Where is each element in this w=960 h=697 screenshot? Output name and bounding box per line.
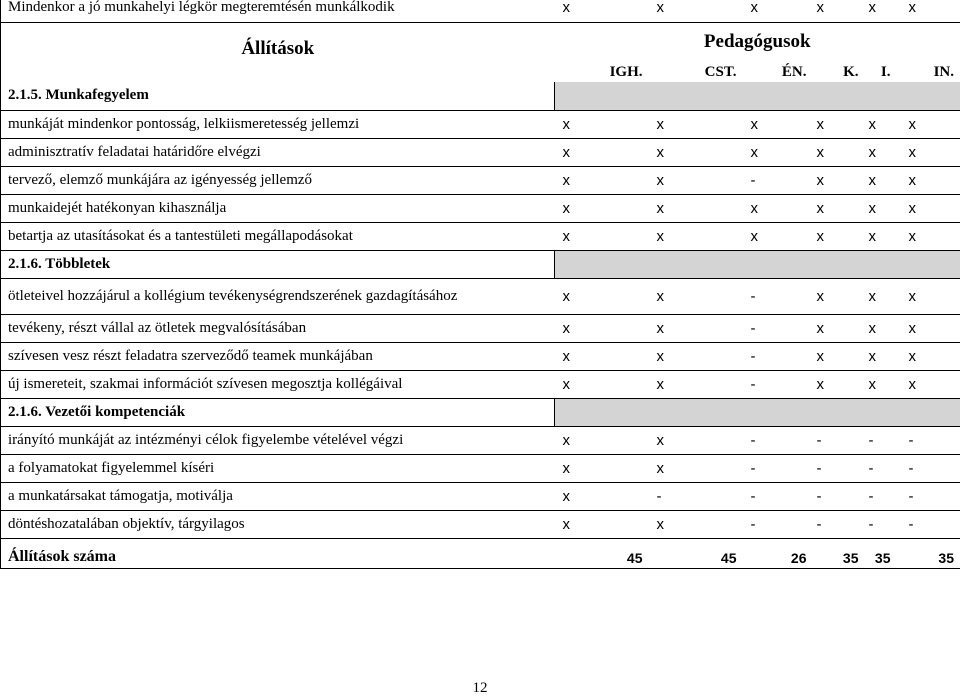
- mark-cell: x: [555, 110, 649, 138]
- column-header-3: K.: [843, 63, 859, 80]
- mark-cell: x: [743, 0, 813, 22]
- mark-cell: x: [555, 138, 649, 166]
- mark-cell: x: [743, 194, 813, 222]
- mark-cell: x: [897, 278, 960, 314]
- mark-cell: x: [649, 426, 743, 454]
- teachers-header: Pedagógusok: [555, 22, 960, 62]
- mark-cell: x: [649, 0, 743, 22]
- column-header-2: ÉN.: [781, 63, 807, 80]
- column-header-1: CST.: [704, 63, 737, 80]
- total-value: 35: [865, 538, 897, 568]
- table-row: [1, 426, 960, 454]
- header-row: [1, 22, 960, 62]
- table-row: [1, 194, 960, 222]
- statement-label: döntéshozatalában objektív, tárgyilagos: [1, 510, 555, 538]
- mark-cell: x: [897, 194, 960, 222]
- mark-cell: x: [897, 0, 960, 22]
- mark-cell: -: [743, 426, 813, 454]
- table-body: [1, 0, 960, 568]
- column-header-5: IN.: [897, 62, 960, 82]
- mark-cell: x: [897, 138, 960, 166]
- mark-cell: x: [865, 194, 897, 222]
- mark-cell: x: [649, 166, 743, 194]
- mark-cell: x: [649, 370, 743, 398]
- mark-cell: x: [813, 222, 865, 250]
- mark-cell: x: [743, 110, 813, 138]
- mark-cell: x: [813, 342, 865, 370]
- mark-cell: x: [555, 278, 649, 314]
- mark-cell: x: [813, 314, 865, 342]
- section-fill: [555, 82, 960, 110]
- mark-cell: x: [555, 370, 649, 398]
- total-value: 45: [649, 538, 743, 568]
- mark-cell: x: [865, 138, 897, 166]
- mark-cell: x: [865, 342, 897, 370]
- statement-label: új ismereteit, szakmai információt szívesen megosztja kollégáival: [1, 370, 555, 398]
- table-row: [1, 370, 960, 398]
- mark-cell: x: [813, 370, 865, 398]
- table-row: [1, 222, 960, 250]
- total-label: Állítások száma: [1, 538, 555, 568]
- mark-cell: x: [897, 222, 960, 250]
- mark-cell: -: [743, 342, 813, 370]
- mark-cell: -: [897, 510, 960, 538]
- mark-cell: x: [865, 166, 897, 194]
- mark-cell: x: [813, 138, 865, 166]
- mark-cell: x: [555, 482, 649, 510]
- mark-cell: x: [813, 278, 865, 314]
- table-row: [1, 314, 960, 342]
- table-row: [1, 0, 960, 22]
- mark-cell: x: [813, 110, 865, 138]
- mark-cell: -: [649, 482, 743, 510]
- mark-cell: x: [897, 370, 960, 398]
- statement-label: a folyamatokat figyelemmel kíséri: [1, 454, 555, 482]
- statement-label: betartja az utasításokat és a tantestületi megállapodásokat: [1, 222, 555, 250]
- section-fill: [555, 250, 960, 278]
- table-row: [1, 166, 960, 194]
- mark-cell: -: [813, 454, 865, 482]
- mark-cell: -: [897, 426, 960, 454]
- page-number: 12: [472, 680, 488, 696]
- mark-cell: x: [813, 194, 865, 222]
- statement-label: szívesen vesz részt feladatra szerveződő teamek munkájában: [1, 342, 555, 370]
- section-row: [1, 82, 960, 110]
- section-row: [1, 398, 960, 426]
- mark-cell: -: [813, 510, 865, 538]
- section-title: 2.1.6. Többletek: [1, 250, 555, 278]
- mark-cell: x: [555, 194, 649, 222]
- mark-cell: x: [649, 314, 743, 342]
- mark-cell: -: [897, 454, 960, 482]
- mark-cell: x: [555, 426, 649, 454]
- total-value: 26: [743, 538, 813, 568]
- mark-cell: x: [649, 454, 743, 482]
- mark-cell: x: [649, 194, 743, 222]
- total-value: 35: [813, 538, 865, 568]
- mark-cell: x: [865, 370, 897, 398]
- mark-cell: x: [649, 510, 743, 538]
- mark-cell: -: [865, 454, 897, 482]
- mark-cell: -: [743, 454, 813, 482]
- mark-cell: x: [897, 110, 960, 138]
- column-header-4: I.: [880, 63, 891, 80]
- section-row: [1, 250, 960, 278]
- mark-cell: x: [649, 222, 743, 250]
- mark-cell: x: [649, 342, 743, 370]
- mark-cell: x: [555, 342, 649, 370]
- mark-cell: x: [897, 342, 960, 370]
- mark-cell: x: [649, 278, 743, 314]
- table-row: [1, 454, 960, 482]
- mark-cell: x: [865, 278, 897, 314]
- statement-label: adminisztratív feladatai határidőre elvégzi: [1, 138, 555, 166]
- mark-cell: x: [865, 222, 897, 250]
- mark-cell: x: [743, 222, 813, 250]
- mark-cell: -: [813, 426, 865, 454]
- section-title: 2.1.5. Munkafegyelem: [1, 82, 555, 110]
- mark-cell: -: [865, 510, 897, 538]
- mark-cell: -: [743, 510, 813, 538]
- mark-cell: x: [555, 166, 649, 194]
- mark-cell: -: [743, 482, 813, 510]
- mark-cell: x: [649, 138, 743, 166]
- mark-cell: x: [555, 314, 649, 342]
- mark-cell: -: [743, 314, 813, 342]
- mark-cell: x: [555, 0, 649, 22]
- section-fill: [555, 398, 960, 426]
- mark-cell: -: [897, 482, 960, 510]
- mark-cell: x: [743, 138, 813, 166]
- mark-cell: x: [865, 0, 897, 22]
- mark-cell: x: [555, 454, 649, 482]
- mark-cell: x: [865, 314, 897, 342]
- mark-cell: -: [813, 482, 865, 510]
- mark-cell: x: [813, 0, 865, 22]
- mark-cell: x: [897, 314, 960, 342]
- table-row: [1, 278, 960, 314]
- total-value: 35: [897, 538, 960, 568]
- statement-label: irányító munkáját az intézményi célok figyelembe vételével végzi: [1, 426, 555, 454]
- statement-label: munkáját mindenkor pontosság, lelkiismeretesség jellemzi: [1, 110, 555, 138]
- mark-cell: -: [743, 166, 813, 194]
- mark-cell: -: [743, 278, 813, 314]
- mark-cell: x: [813, 166, 865, 194]
- table-row: [1, 110, 960, 138]
- statement-label: ötleteivel hozzájárul a kollégium tevékenységrendszerének gazdagításához: [1, 278, 555, 314]
- mark-cell: x: [555, 510, 649, 538]
- table-row: [1, 138, 960, 166]
- mark-cell: x: [897, 166, 960, 194]
- table-row: [1, 482, 960, 510]
- statements-header: Állítások: [1, 22, 555, 82]
- mark-cell: -: [865, 482, 897, 510]
- column-header-0: IGH.: [609, 63, 643, 80]
- mark-cell: x: [555, 222, 649, 250]
- total-value: 45: [555, 538, 649, 568]
- statement-label: a munkatársakat támogatja, motiválja: [1, 482, 555, 510]
- mark-cell: x: [865, 110, 897, 138]
- section-title: 2.1.6. Vezetői kompetenciák: [1, 398, 555, 426]
- table-row: [1, 342, 960, 370]
- table-row: [1, 510, 960, 538]
- mark-cell: x: [649, 110, 743, 138]
- total-row: [1, 538, 960, 568]
- statement-label: tevékeny, részt vállal az ötletek megvalósításában: [1, 314, 555, 342]
- statement-label: Mindenkor a jó munkahelyi légkör megteremtésén munkálkodik: [1, 0, 555, 22]
- statement-label: tervező, elemző munkájára az igényesség jellemző: [1, 166, 555, 194]
- mark-cell: -: [743, 370, 813, 398]
- mark-cell: -: [865, 426, 897, 454]
- statement-label: munkaidejét hatékonyan kihasználja: [1, 194, 555, 222]
